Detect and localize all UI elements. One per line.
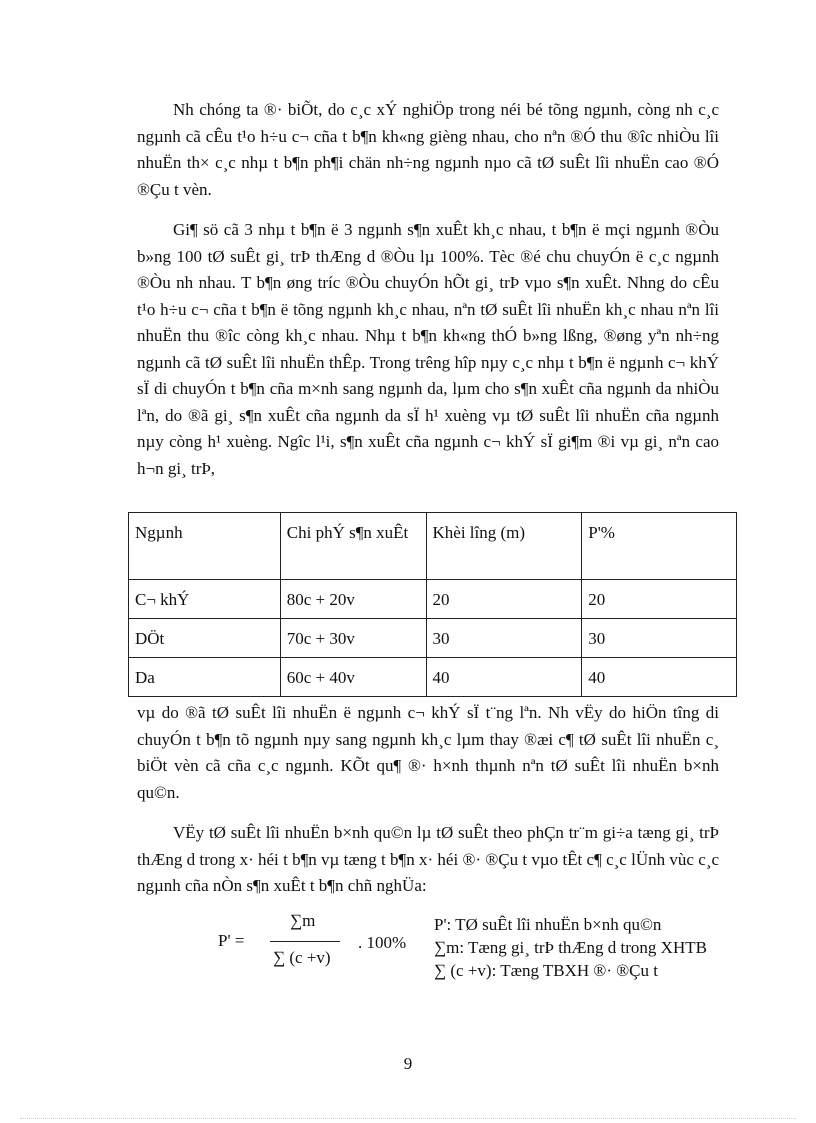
paragraph-intro: Nh chóng ta ®· biÕt, do c¸c xÝ nghiÖp trong néi bé tõng ngµnh, còng nh c¸c ngµnh cã cÊu t¹o h÷u c¬ cña t b¶n kh«ng gièng nhau, cho nªn ®Ó thu ®îc nhiÒu lîi nhuËn th× c¸c nhµ t b¶n ph¶i chän nh÷ng ngµnh nµo cã tØ suÊt lîi nhuËn cao ®Ó ®Çu t vèn. xyxy=(137,100,719,199)
legend-item: ∑m: Tæng gi¸ trÞ thÆng d trong XHTB xyxy=(434,938,707,957)
table-cell: 40 xyxy=(582,658,737,697)
legend-item: P': TØ suÊt lîi nhuËn b×nh qu©n xyxy=(434,915,662,934)
page-number: 9 xyxy=(403,1054,413,1073)
table-row xyxy=(129,580,737,619)
formula-denominator: ∑ (c +v) xyxy=(273,948,331,967)
paragraph-definition: VËy tØ suÊt lîi nhuËn b×nh qu©n lµ tØ suÊt theo phÇn tr¨m gi÷a tæng gi¸ trÞ thÆng d trong x· héi t b¶n vµ tæng t b¶n x· héi ®· ®Çu t vµo tÊt c¶ c¸c lÜnh vùc c¸c ngµnh cña nÒn s¶n xuÊt t b¶n chñ nghÜa: xyxy=(137,823,719,895)
table-header-cell: Khèi lîng (m) xyxy=(426,513,582,580)
industry-table xyxy=(128,512,737,697)
table-cell: 30 xyxy=(426,619,582,658)
formula-lhs: P' = xyxy=(218,931,245,950)
table-header-cell: Ngµnh xyxy=(129,513,281,580)
table-cell: 30 xyxy=(582,619,737,658)
table-cell: Da xyxy=(129,658,281,697)
table-cell: 20 xyxy=(582,580,737,619)
table-cell: C¬ khÝ xyxy=(129,580,281,619)
table-cell: 80c + 20v xyxy=(280,580,426,619)
formula-numerator: ∑m xyxy=(290,911,316,930)
table-cell: 70c + 30v xyxy=(280,619,426,658)
table-header-cell: P'% xyxy=(582,513,737,580)
table-cell: 60c + 40v xyxy=(280,658,426,697)
formula-multiplier: . 100% xyxy=(358,933,407,952)
table-cell: DÖt xyxy=(129,619,281,658)
legend-item: ∑ (c +v): Tæng TBXH ®· ®Çu t xyxy=(434,961,658,980)
table-header-cell: Chi phÝ s¶n xuÊt xyxy=(280,513,426,580)
table-cell: 40 xyxy=(426,658,582,697)
fraction-bar xyxy=(270,941,340,942)
table-cell: 20 xyxy=(426,580,582,619)
table-row xyxy=(129,619,737,658)
paragraph-conclusion: vµ do ®ã tØ suÊt lîi nhuËn ë ngµnh c¬ khÝ sÏ t¨ng lªn. Nh vËy do hiÖn tîng di chuyÓn t b¶n tõ ngµnh nµy sang ngµnh kh¸c lµm thay ®æi c¶ tØ suÊt lîi nhuËn c¸ biÖt vèn cã cña c¸c ngµnh. KÕt qu¶ ®· h×nh thµnh nªn tØ suÊt lîi nhuËn b×nh qu©n. xyxy=(137,703,719,802)
formula-legend xyxy=(434,913,734,1004)
table-row xyxy=(129,658,737,697)
paragraph-example: Gi¶ sö cã 3 nhµ t b¶n ë 3 ngµnh s¶n xuÊt kh¸c nhau, t b¶n ë mçi ngµnh ®Òu b»ng 100 tØ suÊt gi¸ trÞ thÆng d ®Òu lµ 100%. Tèc ®é chu chuyÓn ë c¸c ngµnh ®Òu nh nhau. T b¶n øng tríc ®Òu chuyÓn hÕt gi¸ trÞ vµo s¶n xuÊt. Nhng do cÊu t¹o h÷u c¬ cña t b¶n ë tõng ngµnh kh¸c nhau, nªn tØ suÊt lîi nhuËn kh¸c nhau nªn lîi nhuËn thu ®îc còng kh¸c nhau. Nhµ t b¶n kh«ng thÓ b»ng lßng, ®øng yªn nh÷ng ngµnh cã tØ suÊt lîi nhuËn thÊp. Trong trêng hîp nµy c¸c nhµ t b¶n ë ngµnh c¬ khÝ sÏ di chuyÓn t b¶n cña m×nh sang ngµnh da, lµm cho s¶n xuÊt cña ngµnh da nhiÒu lªn, do ®ã gi¸ s¶n xuÊt cña ngµnh da sÏ h¹ xuèng vµ tØ suÊt lîi nhuËn cña ngµnh nµy còng h¹ xuèng. Ngîc l¹i, s¶n xuÊt cña ngµnh c¬ khÝ sÏ gi¶m ®i vµ gi¸ nªn cao h¬n gi¸ trÞ, xyxy=(137,220,719,478)
table-header-row xyxy=(129,513,737,580)
page-bottom-divider xyxy=(20,1118,796,1119)
